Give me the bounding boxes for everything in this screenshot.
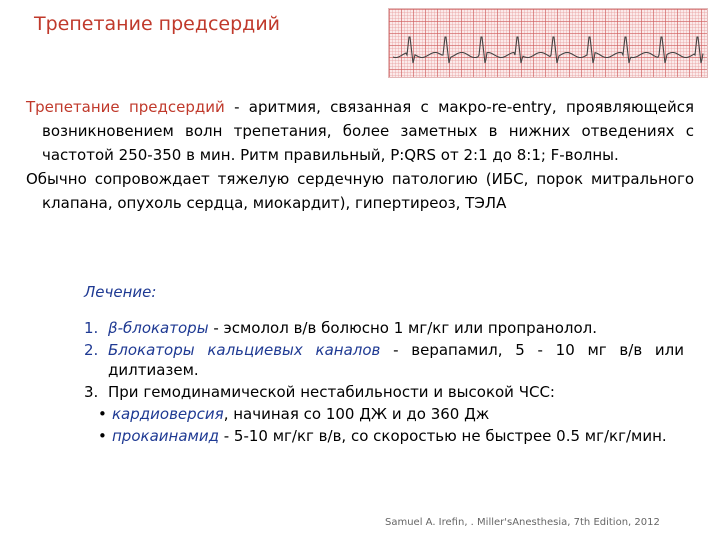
- drug-name: кардиоверсия: [112, 405, 224, 423]
- ecg-strip-image: [388, 8, 708, 78]
- definition-text: - аритмия, связанная с макро-re-entry, проявляющейся возникновением волн трепетания, более заметных в нижних отведениях с частотой 250-350 в мин. Ритм правильный, P:QRS от 2:1 до 8:1; F-волны.: [42, 98, 694, 164]
- treatment-item-1: [84, 318, 684, 338]
- treatment-item-3: [84, 382, 684, 402]
- item-number: 3.: [84, 383, 99, 401]
- treatment-title: Лечение:: [84, 283, 157, 301]
- drug-name: β-блокаторы: [108, 319, 209, 337]
- main-text: [26, 95, 694, 215]
- associated-paragraph: Обычно сопровождает тяжелую сердечную патологию (ИБС, порок митрального клапана, опухоль сердца, миокардит), гипертиреоз, ТЭЛА: [26, 170, 694, 212]
- treatment-item-2: [84, 340, 684, 380]
- drug-name: Блокаторы кальциевых каналов: [108, 341, 381, 359]
- page-title: Трепетание предсердий: [34, 13, 281, 35]
- citation: Samuel A. Irefin, . Miller'sAnesthesia, 7th Edition, 2012: [385, 517, 660, 528]
- item-number: 2.: [84, 341, 99, 359]
- item-text: - верапамил, 5 - 10 мг в/в или дилтиазем.: [108, 341, 684, 379]
- drug-name: прокаинамид: [112, 427, 219, 445]
- item-number: 1.: [84, 319, 99, 337]
- definition-lead: Трепетание предсердий: [26, 98, 225, 116]
- item-text: , начиная со 100 ДЖ и до 360 Дж: [223, 405, 490, 423]
- treatment-section: [84, 282, 684, 448]
- bullet-icon: •: [98, 405, 107, 423]
- item-text: При гемодинамической нестабильности и высокой ЧСС:: [108, 383, 555, 401]
- definition-paragraph: [26, 95, 694, 167]
- bullet-item-cardioversion: [84, 404, 684, 424]
- item-text: - эсмолол в/в болюсно 1 мг/кг или пропранолол.: [208, 319, 597, 337]
- bullet-icon: •: [98, 427, 107, 445]
- bullet-item-procainamide: [84, 426, 684, 446]
- ecg-trace: [389, 9, 707, 77]
- item-text: - 5-10 мг/кг в/в, со скоростью не быстрее 0.5 мг/кг/мин.: [218, 427, 667, 445]
